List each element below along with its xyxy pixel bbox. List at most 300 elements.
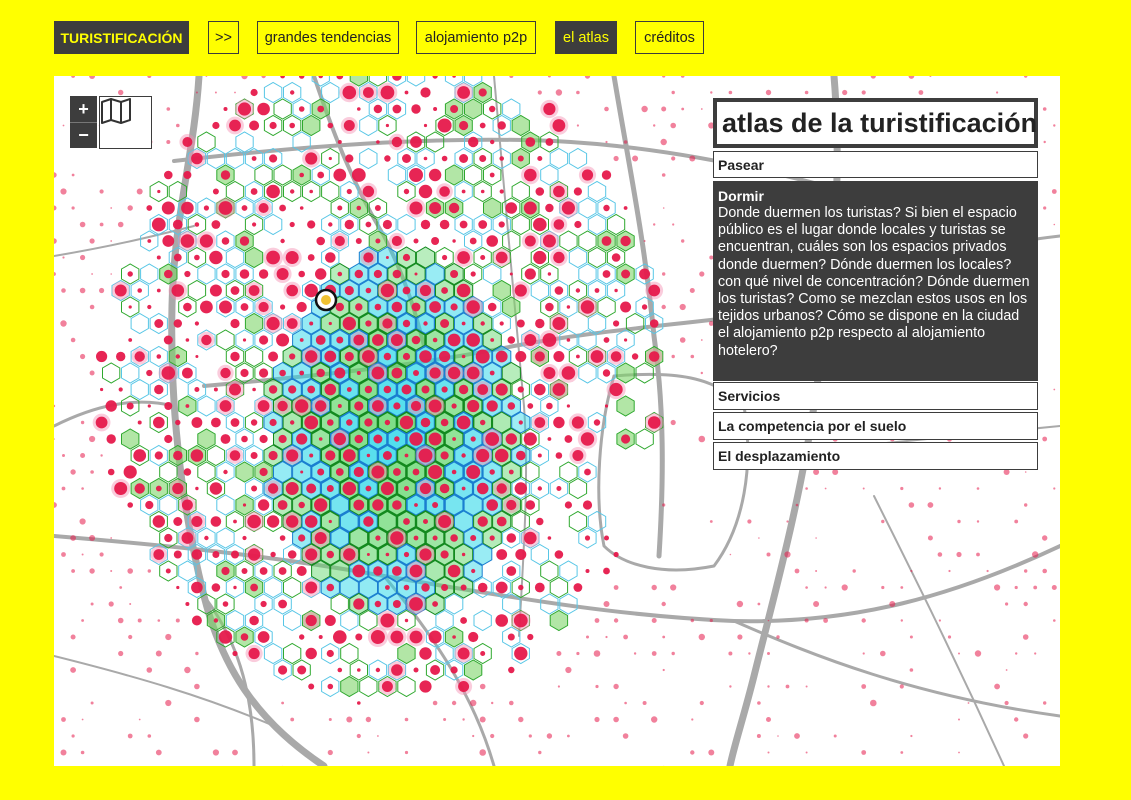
accommodation-dot bbox=[257, 103, 270, 116]
accommodation-dot bbox=[286, 482, 299, 495]
accommodation-dot bbox=[1054, 224, 1056, 226]
accommodation-dot bbox=[247, 515, 261, 529]
accommodation-dot bbox=[224, 107, 228, 111]
accommodation-dot bbox=[278, 500, 288, 510]
accommodation-dot bbox=[110, 537, 112, 539]
accommodation-dot bbox=[900, 487, 903, 490]
accommodation-dot bbox=[147, 667, 153, 673]
accommodation-dot bbox=[452, 437, 456, 441]
accommodation-dot bbox=[393, 402, 400, 409]
hex-cell bbox=[341, 644, 358, 664]
accommodation-dot bbox=[548, 76, 551, 78]
accommodation-dot bbox=[318, 76, 323, 78]
accommodation-dot bbox=[863, 652, 865, 654]
accommodation-dot bbox=[317, 106, 324, 113]
accommodation-dot bbox=[1053, 619, 1056, 622]
accommodation-dot bbox=[881, 520, 884, 523]
accommodation-dot bbox=[581, 432, 594, 445]
accommodation-dot bbox=[470, 700, 476, 706]
accommodation-dot bbox=[174, 254, 182, 262]
accommodation-dot bbox=[372, 400, 384, 412]
accommodation-dot bbox=[391, 664, 403, 676]
accommodation-dot bbox=[329, 157, 332, 160]
accommodation-dot bbox=[605, 636, 607, 638]
accommodation-dot bbox=[116, 352, 125, 361]
hex-cell bbox=[198, 264, 215, 284]
accommodation-dot bbox=[242, 205, 248, 211]
accommodation-dot bbox=[603, 205, 609, 211]
accommodation-dot bbox=[232, 651, 237, 656]
accommodation-dot bbox=[376, 668, 380, 672]
accommodation-dot bbox=[663, 207, 665, 209]
hex-cell bbox=[588, 182, 605, 202]
accommodation-dot bbox=[662, 272, 665, 275]
accommodation-dot bbox=[386, 256, 389, 259]
hex-cell bbox=[569, 248, 586, 268]
accommodation-dot bbox=[72, 734, 75, 737]
accommodation-dot bbox=[681, 108, 684, 111]
accommodation-dot bbox=[480, 255, 485, 260]
accommodation-dot bbox=[403, 287, 411, 295]
accommodation-dot bbox=[393, 468, 401, 476]
accommodation-dot bbox=[565, 435, 573, 443]
accommodation-dot bbox=[433, 338, 438, 343]
accommodation-dot bbox=[768, 620, 770, 622]
accommodation-dot bbox=[220, 400, 232, 412]
zoom-in-button[interactable]: + bbox=[70, 96, 97, 122]
accommodation-dot bbox=[613, 684, 618, 689]
accommodation-dot bbox=[191, 516, 202, 527]
accommodation-dot bbox=[278, 600, 287, 609]
atlas-map[interactable] bbox=[54, 76, 1060, 766]
accommodation-dot bbox=[375, 239, 380, 244]
accommodation-dot bbox=[438, 119, 452, 133]
accommodation-dot bbox=[556, 89, 562, 95]
accommodation-dot bbox=[154, 319, 163, 328]
accommodation-dot bbox=[90, 371, 95, 376]
accommodation-dot bbox=[553, 119, 566, 132]
accommodation-dot bbox=[413, 469, 420, 476]
accommodation-dot bbox=[480, 651, 485, 656]
accommodation-dot bbox=[614, 585, 619, 590]
accommodation-dot bbox=[386, 553, 390, 557]
accommodation-dot bbox=[730, 554, 732, 556]
nav-alojamiento-p2p[interactable]: alojamiento p2p bbox=[416, 21, 536, 54]
accommodation-dot bbox=[335, 236, 345, 246]
accommodation-dot bbox=[366, 288, 372, 294]
accommodation-dot bbox=[710, 91, 712, 93]
section-dormir[interactable] bbox=[713, 181, 1038, 381]
accommodation-dot bbox=[298, 271, 305, 278]
accommodation-dot bbox=[853, 569, 856, 572]
accommodation-dot bbox=[72, 206, 75, 209]
accommodation-dot bbox=[145, 501, 153, 509]
accommodation-dot bbox=[794, 733, 800, 739]
accommodation-dot bbox=[138, 619, 142, 623]
accommodation-dot bbox=[54, 405, 55, 407]
accommodation-dot bbox=[443, 718, 446, 721]
accommodation-dot bbox=[345, 352, 354, 361]
hex-cell bbox=[160, 495, 177, 515]
accommodation-dot bbox=[165, 634, 171, 640]
accommodation-dot bbox=[127, 502, 133, 508]
accommodation-dot bbox=[612, 253, 621, 262]
accommodation-dot bbox=[441, 584, 448, 591]
accommodation-dot bbox=[518, 386, 524, 392]
accommodation-dot bbox=[233, 520, 237, 524]
accommodation-dot bbox=[605, 141, 607, 143]
accommodation-dot bbox=[61, 717, 66, 722]
accommodation-dot bbox=[346, 419, 352, 425]
accommodation-dot bbox=[259, 269, 268, 278]
accommodation-dot bbox=[414, 536, 419, 541]
accommodation-dot bbox=[653, 124, 655, 126]
accommodation-dot bbox=[438, 515, 451, 528]
section-servicios[interactable]: Servicios bbox=[713, 382, 1038, 410]
accommodation-dot bbox=[823, 618, 828, 623]
accommodation-dot bbox=[299, 106, 305, 112]
nav-grandes-tendencias[interactable]: grandes tendencias bbox=[257, 21, 399, 54]
accommodation-dot bbox=[174, 319, 182, 327]
accommodation-dot bbox=[1042, 535, 1047, 540]
accommodation-dot bbox=[457, 284, 471, 298]
accommodation-dot bbox=[958, 653, 960, 655]
hex-cell bbox=[398, 644, 415, 664]
accommodation-dot bbox=[652, 585, 657, 590]
accommodation-dot bbox=[795, 569, 800, 574]
accommodation-dot bbox=[329, 322, 332, 325]
hex-cell bbox=[512, 182, 529, 202]
accommodation-dot bbox=[562, 366, 576, 380]
accommodation-dot bbox=[195, 321, 199, 325]
accommodation-dot bbox=[261, 76, 265, 78]
accommodation-dot bbox=[251, 89, 258, 96]
hex-cell bbox=[341, 611, 358, 631]
accommodation-dot bbox=[543, 367, 555, 379]
accommodation-dot bbox=[300, 471, 303, 474]
accommodation-dot bbox=[212, 122, 219, 129]
selected-marker bbox=[316, 290, 336, 310]
accommodation-dot bbox=[100, 388, 103, 391]
accommodation-dot bbox=[336, 303, 344, 311]
accommodation-dot bbox=[650, 319, 659, 328]
accommodation-dot bbox=[156, 750, 162, 756]
accommodation-dot bbox=[173, 451, 182, 460]
accommodation-dot bbox=[545, 204, 553, 212]
accommodation-dot bbox=[429, 202, 441, 214]
accommodation-dot bbox=[70, 667, 76, 673]
accommodation-dot bbox=[439, 351, 450, 362]
accommodation-dot bbox=[420, 285, 431, 296]
accommodation-dot bbox=[72, 174, 75, 177]
accommodation-dot bbox=[371, 466, 384, 479]
accommodation-dot bbox=[127, 403, 134, 410]
accommodation-dot bbox=[286, 449, 298, 461]
accommodation-dot bbox=[345, 220, 354, 229]
accommodation-dot bbox=[450, 270, 458, 278]
nav-creditos[interactable]: créditos bbox=[635, 21, 704, 54]
accommodation-dot bbox=[430, 665, 440, 675]
accommodation-dot bbox=[306, 484, 316, 494]
accommodation-dot bbox=[429, 400, 442, 413]
accommodation-dot bbox=[496, 383, 508, 395]
accommodation-dot bbox=[241, 303, 249, 311]
accommodation-dot bbox=[662, 173, 666, 177]
accommodation-dot bbox=[583, 500, 592, 509]
accommodation-dot bbox=[325, 252, 336, 263]
accommodation-dot bbox=[329, 718, 332, 721]
accommodation-dot bbox=[300, 338, 304, 342]
accommodation-dot bbox=[392, 302, 403, 313]
accommodation-dot bbox=[536, 187, 545, 196]
accommodation-dot bbox=[471, 569, 475, 573]
accommodation-dot bbox=[429, 433, 442, 446]
accommodation-dot bbox=[419, 647, 431, 659]
accommodation-dot bbox=[352, 565, 365, 578]
accommodation-dot bbox=[452, 701, 456, 705]
accommodation-dot bbox=[1005, 701, 1009, 705]
accommodation-dot bbox=[139, 719, 141, 721]
accommodation-dot bbox=[680, 337, 686, 343]
accommodation-dot bbox=[796, 504, 799, 507]
accommodation-dot bbox=[499, 156, 504, 161]
accommodation-dot bbox=[392, 137, 402, 147]
accommodation-dot bbox=[183, 303, 192, 312]
layer-switch-button[interactable] bbox=[99, 96, 152, 149]
accommodation-dot bbox=[1032, 551, 1038, 557]
accommodation-dot bbox=[297, 566, 307, 576]
accommodation-dot bbox=[433, 536, 438, 541]
accommodation-dot bbox=[306, 615, 317, 626]
accommodation-dot bbox=[307, 386, 315, 394]
accommodation-dot bbox=[766, 90, 771, 95]
accommodation-dot bbox=[367, 553, 370, 556]
accommodation-dot bbox=[471, 271, 476, 276]
accommodation-dot bbox=[653, 223, 655, 225]
accommodation-dot bbox=[506, 566, 516, 576]
accommodation-dot bbox=[353, 335, 364, 346]
accommodation-dot bbox=[1052, 189, 1057, 194]
section-pasear[interactable]: Pasear bbox=[713, 151, 1038, 178]
accommodation-dot bbox=[518, 585, 523, 590]
accommodation-dot bbox=[327, 485, 334, 492]
accommodation-dot bbox=[497, 483, 507, 493]
accommodation-dot bbox=[343, 449, 356, 462]
accommodation-dot bbox=[672, 355, 675, 358]
accommodation-dot bbox=[481, 190, 485, 194]
accommodation-dot bbox=[90, 238, 95, 243]
hex-cell bbox=[550, 611, 567, 631]
zoom-out-button[interactable]: − bbox=[70, 122, 97, 148]
hex-cell bbox=[198, 462, 215, 482]
accommodation-dot bbox=[243, 338, 246, 341]
accommodation-dot bbox=[421, 220, 430, 229]
hex-cell bbox=[503, 99, 520, 119]
accommodation-dot bbox=[363, 186, 374, 197]
accommodation-dot bbox=[957, 520, 960, 523]
accommodation-dot bbox=[391, 334, 403, 346]
accommodation-dot bbox=[577, 124, 579, 126]
accommodation-dot bbox=[200, 301, 213, 314]
accommodation-dot bbox=[420, 87, 430, 97]
accommodation-dot bbox=[366, 717, 371, 722]
accommodation-dot bbox=[462, 718, 464, 720]
accommodation-dot bbox=[164, 435, 172, 443]
accommodation-dot bbox=[343, 86, 357, 100]
accommodation-dot bbox=[497, 517, 507, 527]
accommodation-dot bbox=[548, 437, 552, 441]
accommodation-dot bbox=[114, 482, 127, 495]
accommodation-dot bbox=[806, 686, 808, 688]
accommodation-dot bbox=[777, 735, 779, 737]
hex-cell bbox=[436, 611, 453, 631]
brand-button[interactable]: TURISTIFICACIÓN bbox=[54, 21, 189, 54]
accommodation-dot bbox=[251, 419, 257, 425]
accommodation-dot bbox=[576, 91, 580, 95]
accommodation-dot bbox=[248, 548, 260, 560]
accommodation-dot bbox=[604, 107, 609, 112]
accommodation-dot bbox=[90, 470, 94, 474]
accommodation-dot bbox=[595, 685, 598, 688]
accommodation-dot bbox=[276, 334, 289, 347]
accommodation-dot bbox=[175, 420, 180, 425]
accommodation-dot bbox=[467, 367, 480, 380]
accommodation-dot bbox=[268, 352, 278, 362]
hex-cell bbox=[360, 116, 377, 136]
accommodation-dot bbox=[663, 669, 665, 671]
accommodation-dot bbox=[624, 338, 627, 341]
accommodation-dot bbox=[424, 124, 427, 127]
next-button[interactable]: >> bbox=[208, 21, 239, 54]
accommodation-dot bbox=[632, 156, 638, 162]
accommodation-dot bbox=[815, 570, 817, 572]
accommodation-dot bbox=[441, 451, 449, 459]
accommodation-dot bbox=[519, 420, 523, 424]
accommodation-dot bbox=[135, 483, 145, 493]
accommodation-dot bbox=[363, 516, 373, 526]
hex-cell bbox=[217, 528, 234, 548]
accommodation-dot bbox=[392, 236, 402, 246]
accommodation-dot bbox=[411, 401, 421, 411]
accommodation-dot bbox=[89, 76, 95, 79]
accommodation-dot bbox=[221, 434, 231, 444]
accommodation-dot bbox=[221, 170, 230, 179]
nav-el-atlas[interactable]: el atlas bbox=[555, 21, 617, 54]
accommodation-dot bbox=[371, 630, 385, 644]
accommodation-dot bbox=[671, 420, 676, 425]
accommodation-dot bbox=[71, 76, 75, 78]
accommodation-dot bbox=[699, 436, 706, 443]
accommodation-dot bbox=[82, 719, 84, 721]
accommodation-dot bbox=[567, 404, 570, 407]
accommodation-dot bbox=[375, 304, 382, 311]
accommodation-dot bbox=[681, 239, 684, 242]
accommodation-dot bbox=[662, 503, 665, 506]
accommodation-dot bbox=[461, 585, 467, 591]
accommodation-dot bbox=[229, 120, 241, 132]
accommodation-dot bbox=[61, 552, 66, 557]
accommodation-dot bbox=[252, 388, 256, 392]
accommodation-dot bbox=[80, 255, 85, 260]
section-dormir-label: Dormir bbox=[718, 188, 764, 204]
accommodation-dot bbox=[767, 652, 770, 655]
accommodation-dot bbox=[729, 685, 731, 687]
accommodation-dot bbox=[556, 486, 561, 491]
accommodation-dot bbox=[157, 256, 161, 260]
section-competencia[interactable]: La competencia por el suelo bbox=[713, 412, 1038, 440]
hex-cell bbox=[398, 215, 415, 235]
accommodation-dot bbox=[195, 652, 198, 655]
accommodation-dot bbox=[300, 206, 304, 210]
accommodation-dot bbox=[80, 518, 86, 524]
accommodation-dot bbox=[118, 222, 124, 228]
accommodation-dot bbox=[468, 137, 478, 147]
accommodation-dot bbox=[305, 350, 317, 362]
accommodation-dot bbox=[100, 223, 104, 227]
accommodation-dot bbox=[210, 285, 222, 297]
accommodation-dot bbox=[119, 387, 123, 391]
accommodation-dot bbox=[928, 502, 934, 508]
accommodation-dot bbox=[805, 487, 808, 490]
accommodation-dot bbox=[538, 751, 541, 754]
accommodation-dot bbox=[196, 92, 198, 94]
accommodation-dot bbox=[328, 222, 332, 226]
accommodation-dot bbox=[585, 76, 590, 79]
accommodation-dot bbox=[258, 499, 269, 510]
accommodation-dot bbox=[900, 684, 904, 688]
accommodation-dot bbox=[391, 631, 404, 644]
accommodation-dot bbox=[162, 366, 176, 380]
accommodation-dot bbox=[221, 567, 229, 575]
accommodation-dot bbox=[1023, 634, 1029, 640]
accommodation-dot bbox=[185, 602, 189, 606]
accommodation-dot bbox=[270, 122, 277, 129]
accommodation-dot bbox=[277, 268, 289, 280]
accommodation-dot bbox=[315, 532, 327, 544]
accommodation-dot bbox=[54, 272, 56, 276]
accommodation-dot bbox=[471, 436, 476, 441]
accommodation-dot bbox=[374, 105, 382, 113]
hex-cell bbox=[360, 611, 377, 631]
accommodation-dot bbox=[555, 550, 564, 559]
accommodation-dot bbox=[394, 436, 399, 441]
accommodation-dot bbox=[538, 486, 542, 490]
section-desplazamiento[interactable]: El desplazamiento bbox=[713, 442, 1038, 470]
accommodation-dot bbox=[329, 520, 332, 523]
accommodation-dot bbox=[234, 92, 236, 94]
accommodation-dot bbox=[639, 269, 650, 280]
accommodation-dot bbox=[441, 287, 448, 294]
hex-cell bbox=[341, 677, 358, 697]
accommodation-dot bbox=[71, 635, 76, 640]
accommodation-dot bbox=[204, 205, 209, 210]
accommodation-dot bbox=[1005, 602, 1008, 605]
accommodation-dot bbox=[251, 452, 258, 459]
accommodation-dot bbox=[409, 432, 422, 445]
hex-cell bbox=[550, 578, 567, 598]
accommodation-dot bbox=[129, 603, 131, 605]
accommodation-dot bbox=[192, 549, 203, 560]
accommodation-dot bbox=[486, 499, 498, 511]
accommodation-dot bbox=[392, 368, 403, 379]
hex-cell bbox=[598, 297, 615, 317]
accommodation-dot bbox=[517, 320, 525, 328]
accommodation-dot bbox=[576, 355, 580, 359]
accommodation-dot bbox=[106, 400, 117, 411]
accommodation-dot bbox=[440, 220, 450, 230]
accommodation-dot bbox=[586, 569, 590, 573]
accommodation-dot bbox=[376, 140, 380, 144]
